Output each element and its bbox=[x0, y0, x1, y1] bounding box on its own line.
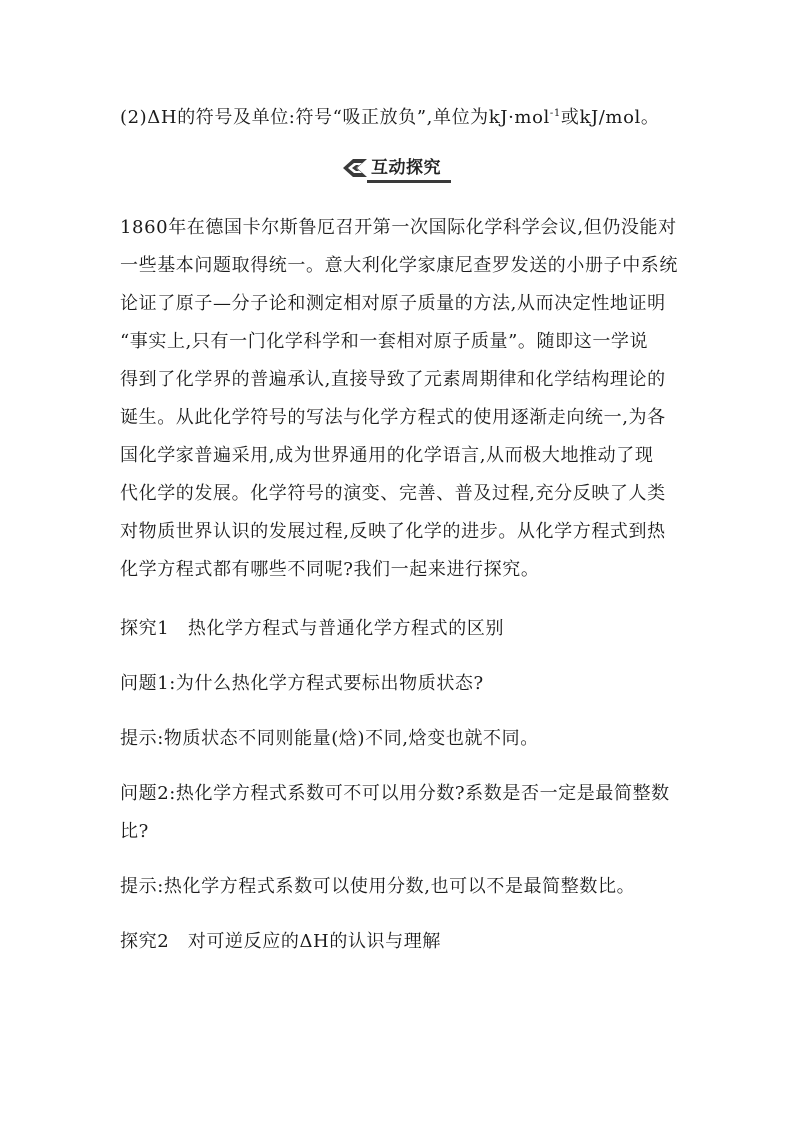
intro-line bbox=[120, 106, 690, 130]
question-2-line: 比? bbox=[120, 821, 149, 842]
section-banner-title: 互动探究 bbox=[371, 158, 441, 178]
banner-underline bbox=[367, 180, 451, 183]
paragraph-line: 论证了原子—分子论和测定相对原子质量的方法,从而决定性地证明 bbox=[120, 293, 666, 314]
paragraph-line: 化学方程式都有哪些不同呢?我们一起来进行探究。 bbox=[120, 559, 540, 580]
explore1-title: 探究1 热化学方程式与普通化学方程式的区别 bbox=[120, 618, 505, 639]
question-1: 问题1:为什么热化学方程式要标出物质状态? bbox=[120, 673, 484, 694]
explore2-title: 探究2 对可逆反应的ΔH的认识与理解 bbox=[120, 931, 441, 952]
unit-superscript: -1 bbox=[549, 108, 561, 119]
paragraph-line: 1860年在德国卡尔斯鲁厄召开第一次国际化学科学会议,但仍没能对 bbox=[120, 217, 677, 238]
intro-suffix: 或kJ/mol。 bbox=[560, 107, 660, 128]
pencil-icon bbox=[341, 156, 369, 184]
paragraph-line: “事实上,只有一门化学科学和一套相对原子质量”。随即这一学说 bbox=[120, 331, 649, 352]
paragraph-line: 代化学的发展。化学符号的演变、完善、普及过程,充分反映了人类 bbox=[120, 483, 666, 504]
intro-text: (2)ΔH的符号及单位:符号“吸正放负”,单位为kJ·mol bbox=[120, 107, 550, 128]
answer-1: 提示:物质状态不同则能量(焓)不同,焓变也就不同。 bbox=[120, 728, 539, 749]
paragraph-line: 一些基本问题取得统一。意大利化学家康尼查罗发送的小册子中系统 bbox=[120, 255, 678, 276]
paragraph-line: 诞生。从此化学符号的写法与化学方程式的使用逐渐走向统一,为各 bbox=[120, 407, 666, 428]
paragraph-line: 对物质世界认识的发展过程,反映了化学的进步。从化学方程式到热 bbox=[120, 521, 666, 542]
section-banner bbox=[341, 154, 451, 184]
answer-2: 提示:热化学方程式系数可以使用分数,也可以不是最简整数比。 bbox=[120, 876, 636, 897]
question-2-line: 问题2:热化学方程式系数可不可以用分数?系数是否一定是最简整数 bbox=[120, 783, 670, 804]
paragraph-line: 国化学家普遍采用,成为世界通用的化学语言,从而极大地推动了现 bbox=[120, 445, 654, 466]
paragraph-line: 得到了化学界的普遍承认,直接导致了元素周期律和化学结构理论的 bbox=[120, 369, 666, 390]
